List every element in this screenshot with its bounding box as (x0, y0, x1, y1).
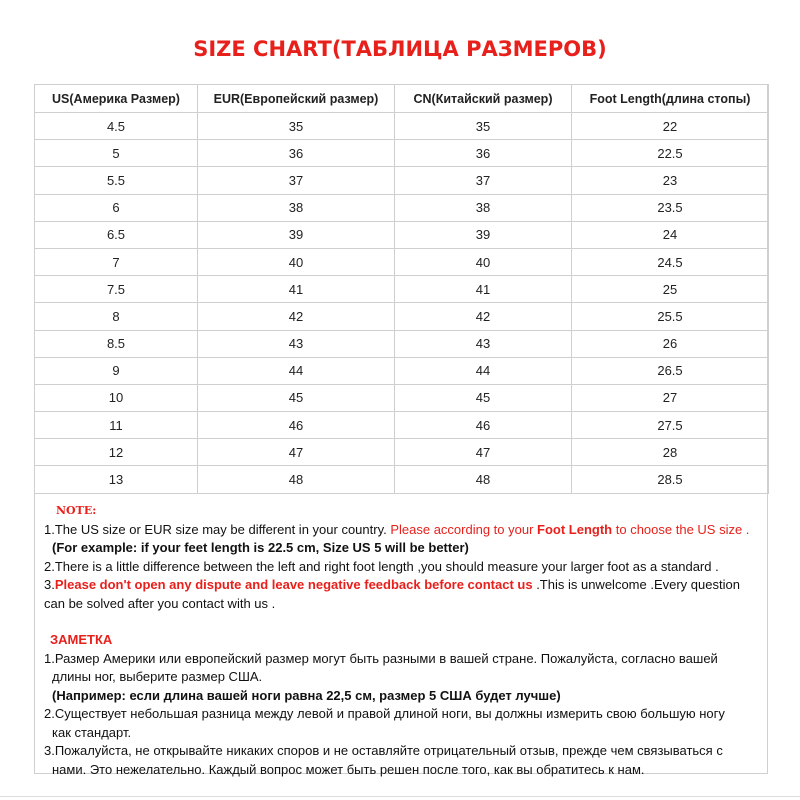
note-item-1-red-tail: to choose the US size . (612, 521, 750, 537)
cell-foot-length: 27 (572, 384, 769, 411)
table-row (35, 412, 769, 439)
cell-foot-length: 24 (572, 221, 769, 248)
cell-us: 6.5 (35, 221, 198, 248)
table-row (35, 248, 769, 275)
table-row (35, 276, 769, 303)
cell-foot-length: 25.5 (572, 303, 769, 330)
cell-eur: 38 (198, 194, 395, 221)
cell-us: 6 (35, 194, 198, 221)
note-item-1-foot-length: Foot Length (537, 521, 613, 537)
note-item-3-warning: Please don't open any dispute and leave negative feedback before contact us (54, 577, 533, 592)
table-row (35, 303, 769, 330)
cell-cn: 45 (395, 384, 572, 411)
cell-foot-length: 28 (572, 439, 769, 466)
cell-eur: 40 (198, 248, 395, 275)
page-title: SIZE CHART(ТАБЛИЦА РАЗМЕРОВ) (193, 37, 607, 61)
table-row (35, 113, 769, 140)
cell-eur: 47 (198, 439, 395, 466)
note-heading: NOTE: (56, 504, 97, 517)
header-cn: CN(Китайский размер) (395, 85, 572, 113)
ru-note-item-3-cont: нами. Это нежелательно. Каждый вопрос может быть решен после того, как вы обратитесь к нам. (52, 761, 645, 777)
ru-note-item-3: 3.Пожалуйста, не открывайте никаких споров и не оставляйте отрицательный отзыв, прежде чем связываться с (44, 743, 723, 758)
cell-us: 7.5 (35, 276, 198, 303)
ru-note-item-1-cont: длины ног, выберите размер США. (52, 669, 263, 684)
ru-note-item-2-cont: как стандарт. (52, 724, 132, 740)
ru-note-item-1-example: (Например: если длина вашей ноги равна 22,5 см, размер 5 США будет лучше) (52, 687, 561, 703)
cell-us: 8.5 (35, 330, 198, 357)
cell-cn: 36 (395, 140, 572, 167)
cell-eur: 39 (198, 221, 395, 248)
cell-us: 5 (35, 140, 198, 167)
cell-us: 8 (35, 303, 198, 330)
table-row (35, 466, 769, 493)
note-item-3-cont: can be solved after you contact with us . (44, 595, 276, 611)
cell-cn: 48 (395, 466, 572, 493)
cell-cn: 37 (395, 167, 572, 194)
cell-foot-length: 22 (572, 113, 769, 140)
cell-foot-length: 26 (572, 330, 769, 357)
cell-eur: 48 (198, 466, 395, 493)
header-eur: EUR(Европейский размер) (198, 85, 395, 113)
note-item-1 (44, 521, 760, 540)
note-item-3-text: .This is unwelcome .Every question (532, 577, 740, 592)
table-row (35, 140, 769, 167)
note-item-2: 2.There is a little difference between the left and right foot length ,you should measure your larger foot as a standard . (44, 558, 719, 574)
cell-us: 9 (35, 357, 198, 384)
cell-cn: 41 (395, 276, 572, 303)
cell-cn: 44 (395, 357, 572, 384)
note-item-3-num: 3. (44, 577, 55, 592)
note-item-3 (44, 576, 760, 595)
table-row (35, 167, 769, 194)
table-row (35, 439, 769, 466)
cell-eur: 42 (198, 303, 395, 330)
cell-eur: 37 (198, 167, 395, 194)
cell-us: 4.5 (35, 113, 198, 140)
cell-eur: 43 (198, 330, 395, 357)
cell-eur: 41 (198, 276, 395, 303)
notes-section (44, 502, 760, 779)
bottom-divider (0, 796, 800, 797)
cell-eur: 45 (198, 384, 395, 411)
cell-us: 7 (35, 248, 198, 275)
cell-foot-length: 24.5 (572, 248, 769, 275)
cell-foot-length: 23 (572, 167, 769, 194)
cell-cn: 38 (395, 194, 572, 221)
cell-foot-length: 25 (572, 276, 769, 303)
cell-foot-length: 23.5 (572, 194, 769, 221)
table-row (35, 384, 769, 411)
cell-eur: 36 (198, 140, 395, 167)
cell-eur: 46 (198, 412, 395, 439)
note-item-1-red: Please according to your (390, 521, 538, 537)
table-row (35, 221, 769, 248)
cell-cn: 42 (395, 303, 572, 330)
ru-note-item-2: 2.Существует небольшая разница между левой и правой длиной ноги, вы должны измерить свою большую ногу (44, 706, 725, 721)
cell-foot-length: 26.5 (572, 357, 769, 384)
cell-us: 11 (35, 412, 198, 439)
cell-foot-length: 27.5 (572, 412, 769, 439)
note-item-1-example: (For example: if your feet length is 22.5 cm, Size US 5 will be better) (52, 540, 469, 555)
ru-note-heading: ЗАМЕТКА (50, 632, 113, 647)
cell-eur: 35 (198, 113, 395, 140)
cell-cn: 46 (395, 412, 572, 439)
header-us: US(Америка Размер) (35, 85, 198, 113)
cell-cn: 43 (395, 330, 572, 357)
cell-eur: 44 (198, 357, 395, 384)
cell-us: 13 (35, 466, 198, 493)
cell-foot-length: 22.5 (572, 140, 769, 167)
header-foot-length: Foot Length(длина стопы) (572, 85, 769, 113)
cell-cn: 39 (395, 221, 572, 248)
table-row (35, 357, 769, 384)
cell-us: 5.5 (35, 167, 198, 194)
cell-cn: 47 (395, 439, 572, 466)
table-body (35, 113, 769, 494)
cell-us: 10 (35, 384, 198, 411)
cell-cn: 40 (395, 248, 572, 275)
ru-note-item-1: 1.Размер Америки или европейский размер могут быть разными в вашей стране. Пожалуйста, согласно вашей (44, 650, 718, 666)
note-item-1-text: 1.The US size or EUR size may be different in your country. (44, 521, 391, 537)
size-table (34, 84, 769, 494)
cell-foot-length: 28.5 (572, 466, 769, 493)
table-row (35, 194, 769, 221)
table-row (35, 330, 769, 357)
cell-cn: 35 (395, 113, 572, 140)
cell-us: 12 (35, 439, 198, 466)
table-header-row (35, 85, 769, 113)
